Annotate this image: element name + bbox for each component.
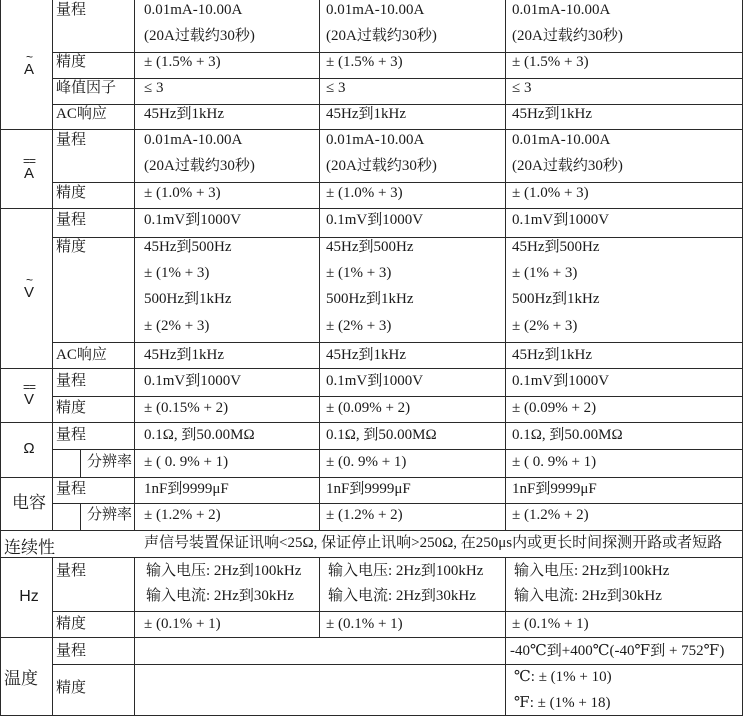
row-divider (52, 449, 743, 450)
spec-value: 0.1mV到1000V (144, 212, 242, 228)
continuity-description: 声信号装置保证讯响<25Ω, 保证停止讯响>250Ω, 在250μs内或更长时间探测开路或者短路 (144, 535, 723, 551)
spec-value: 输入电流: 2Hz到30kHz (514, 588, 662, 604)
section-symbol-letter: V (23, 284, 34, 301)
spec-value: ± (0.1% + 1) (326, 616, 403, 632)
spec-value: ± (1.5% + 3) (326, 54, 403, 70)
spec-value: ± (0.09% + 2) (326, 400, 411, 416)
spec-value: ± ( 0. 9% + 1) (144, 454, 229, 470)
spec-value: ± (0.09% + 2) (512, 400, 597, 416)
spec-value: 0.01mA-10.00A (512, 132, 611, 148)
spec-value: ± (1.0% + 3) (512, 185, 589, 201)
column-divider (134, 557, 135, 716)
spec-value: 0.01mA-10.00A (512, 2, 611, 18)
row-divider (52, 503, 743, 504)
parameter-label: 精度 (56, 54, 87, 70)
spec-value: ≤ 3 (144, 80, 164, 96)
spec-value: 1nF到9999μF (512, 481, 597, 497)
spec-value: 输入电流: 2Hz到30kHz (328, 588, 476, 604)
spec-value: 0.1mV到1000V (512, 212, 610, 228)
spec-value: ± (2% + 3) (144, 318, 210, 334)
parameter-label: AC响应 (56, 347, 107, 363)
column-divider (742, 0, 743, 716)
parameter-label: 精度 (56, 680, 87, 696)
spec-value: ℉: ± (1% + 18) (514, 695, 611, 711)
parameter-label: 精度 (56, 185, 87, 201)
parameter-label: 峰值因子 (56, 80, 117, 96)
row-divider (52, 611, 743, 612)
spec-value: 0.01mA-10.00A (144, 2, 243, 18)
spec-value: 0.01mA-10.00A (144, 132, 243, 148)
spec-value: 输入电流: 2Hz到30kHz (146, 588, 294, 604)
spec-value: ± (1.5% + 3) (144, 54, 221, 70)
spec-value: 0.1Ω, 到50.00MΩ (512, 427, 623, 443)
spec-value: ± (0.1% + 1) (512, 616, 589, 632)
spec-value: ± (1.2% + 2) (512, 507, 589, 523)
row-divider (0, 530, 743, 531)
section-symbol (5, 494, 53, 513)
spec-value: ± (1% + 3) (144, 265, 210, 281)
spec-value: ± (0.1% + 1) (144, 616, 221, 632)
spec-value: ± (0. 9% + 1) (326, 454, 407, 470)
spec-value: 0.1Ω, 到50.00MΩ (326, 427, 437, 443)
row-divider (52, 664, 743, 665)
spec-value: (20A过载约30秒) (512, 28, 623, 44)
column-divider (0, 0, 1, 716)
parameter-label: 量程 (56, 427, 87, 443)
spec-value: 输入电压: 2Hz到100kHz (328, 563, 484, 579)
spec-value: 0.1mV到1000V (326, 212, 424, 228)
hz-symbol: Hz (19, 588, 39, 605)
spec-value: 0.01mA-10.00A (326, 132, 425, 148)
spec-value: ≤ 3 (512, 80, 532, 96)
spec-value: 0.1mV到1000V (144, 373, 242, 389)
parameter-label: 量程 (56, 373, 87, 389)
parameter-label: 分辨率 (87, 507, 133, 523)
spec-value: (20A过载约30秒) (326, 28, 437, 44)
row-divider (0, 368, 743, 369)
section-symbol (5, 153, 53, 183)
column-divider (134, 0, 135, 530)
section-symbol-letter: 电容 (12, 492, 46, 513)
column-divider (505, 557, 506, 716)
parameter-label: AC响应 (56, 106, 107, 122)
column-divider (319, 0, 320, 530)
section-symbol-letter: A (23, 164, 34, 182)
spec-value: 输入电压: 2Hz到100kHz (146, 563, 302, 579)
spec-value: (20A过载约30秒) (512, 158, 623, 174)
spec-value: ± (2% + 3) (326, 318, 392, 334)
section-symbol (5, 49, 53, 79)
spec-value: 45Hz到1kHz (326, 106, 406, 122)
spec-value: ± (1.2% + 2) (144, 507, 221, 523)
parameter-label: 量程 (56, 2, 87, 18)
spec-value: 45Hz到500Hz (512, 239, 600, 255)
spec-value: ± (1.0% + 3) (326, 185, 403, 201)
parameter-label: 分辨率 (87, 454, 133, 470)
ac-tilde-icon: ~ (25, 273, 32, 287)
column-divider (80, 449, 81, 477)
section-symbol (5, 380, 53, 409)
parameter-label: 量程 (56, 643, 87, 659)
column-divider (80, 503, 81, 530)
spec-value: 45Hz到1kHz (512, 106, 592, 122)
row-divider (0, 557, 743, 558)
ac-tilde-icon: ~ (25, 49, 32, 64)
spec-value: -40℃到+400℃(-40℉到 + 752℉) (510, 643, 725, 659)
spec-value: 45Hz到500Hz (326, 239, 414, 255)
spec-value: (20A过载约30秒) (144, 28, 255, 44)
spec-value: 45Hz到1kHz (144, 106, 224, 122)
dc-bar-icon: == (22, 153, 35, 168)
parameter-label: 量程 (56, 563, 87, 579)
section-symbol-letter: V (23, 391, 34, 408)
spec-value: 500Hz到1kHz (512, 291, 600, 307)
row-divider (0, 422, 743, 423)
spec-value: 500Hz到1kHz (326, 291, 414, 307)
row-divider (0, 477, 743, 478)
section-symbol (5, 273, 53, 302)
parameter-label: 精度 (56, 239, 87, 255)
parameter-label: 量程 (56, 212, 87, 228)
continuity-label: 连续性 (4, 538, 55, 557)
section-symbol-letter: A (23, 60, 34, 78)
spec-value: (20A过载约30秒) (144, 158, 255, 174)
spec-value: 0.01mA-10.00A (326, 2, 425, 18)
spec-value: ± (1.0% + 3) (144, 185, 221, 201)
dc-bar-icon: == (22, 380, 35, 394)
spec-value: 45Hz到500Hz (144, 239, 232, 255)
spec-value: 45Hz到1kHz (144, 347, 224, 363)
spec-value: 0.1mV到1000V (512, 373, 610, 389)
spec-value: 1nF到9999μF (144, 481, 229, 497)
spec-value: 500Hz到1kHz (144, 291, 232, 307)
parameter-label: 量程 (56, 481, 87, 497)
column-divider (52, 557, 53, 716)
spec-value: 45Hz到1kHz (326, 347, 406, 363)
spec-value: (20A过载约30秒) (326, 158, 437, 174)
column-divider (505, 0, 506, 530)
spec-value: ± (1% + 3) (326, 265, 392, 281)
parameter-label: 量程 (56, 132, 87, 148)
spec-value: 0.1Ω, 到50.00MΩ (144, 427, 255, 443)
spec-value: ± (1% + 3) (512, 265, 578, 281)
column-divider (319, 557, 320, 637)
row-divider (0, 208, 743, 209)
spec-value: ± ( 0. 9% + 1) (512, 454, 597, 470)
row-divider (0, 637, 743, 638)
spec-value: ± (2% + 3) (512, 318, 578, 334)
spec-value: ≤ 3 (326, 80, 346, 96)
parameter-label: 精度 (56, 616, 87, 632)
temperature-label: 温度 (4, 669, 38, 688)
row-divider (52, 342, 743, 343)
spec-value: 0.1mV到1000V (326, 373, 424, 389)
spec-value: ± (1.2% + 2) (326, 507, 403, 523)
spec-value: 45Hz到1kHz (512, 347, 592, 363)
spec-value: ± (0.15% + 2) (144, 400, 229, 416)
row-divider (52, 396, 743, 397)
section-symbol (5, 440, 53, 458)
section-symbol-letter: Ω (23, 439, 35, 457)
spec-value: 输入电压: 2Hz到100kHz (514, 563, 670, 579)
spec-value: 1nF到9999μF (326, 481, 411, 497)
spec-value: ℃: ± (1% + 10) (514, 669, 612, 685)
spec-value: ± (1.5% + 3) (512, 54, 589, 70)
parameter-label: 精度 (56, 400, 87, 416)
